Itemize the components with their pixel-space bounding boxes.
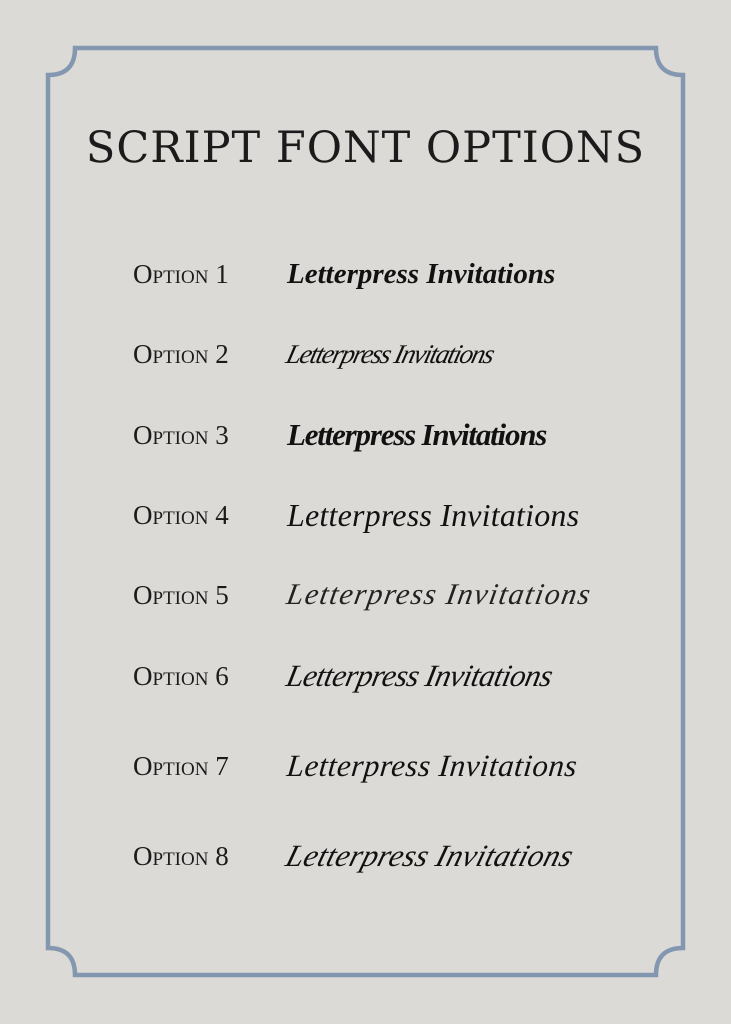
option-row-3 <box>0 405 731 465</box>
option-label: Option 3 <box>133 420 229 450</box>
option-row-7 <box>0 736 731 796</box>
option-label: Option 1 <box>133 259 229 289</box>
option-label: Option 7 <box>133 751 229 781</box>
option-label: Option 2 <box>133 339 229 369</box>
script-sample: Letterpress Invitations <box>287 497 580 533</box>
script-sample: Letterpress Invitations <box>283 339 497 369</box>
option-row-2 <box>0 324 731 384</box>
script-sample: Letterpress Invitations <box>283 658 556 693</box>
option-label: Option 4 <box>133 500 229 530</box>
script-sample: Letterpress Invitations <box>287 258 556 290</box>
option-row-8 <box>0 826 731 886</box>
option-label: Option 6 <box>133 661 229 691</box>
script-sample: Letterpress Invitations <box>285 748 580 783</box>
option-label: Option 8 <box>133 841 229 871</box>
option-row-4 <box>0 485 731 545</box>
script-sample: Letterpress Invitations <box>284 578 595 611</box>
option-row-5 <box>0 565 731 625</box>
option-label: Option 5 <box>133 580 229 610</box>
option-row-1 <box>0 244 731 304</box>
script-sample: Letterpress Invitations <box>282 838 578 873</box>
page-title: SCRIPT FONT OPTIONS <box>85 123 646 173</box>
script-sample: Letterpress Invitations <box>287 417 547 452</box>
option-row-6 <box>0 646 731 706</box>
